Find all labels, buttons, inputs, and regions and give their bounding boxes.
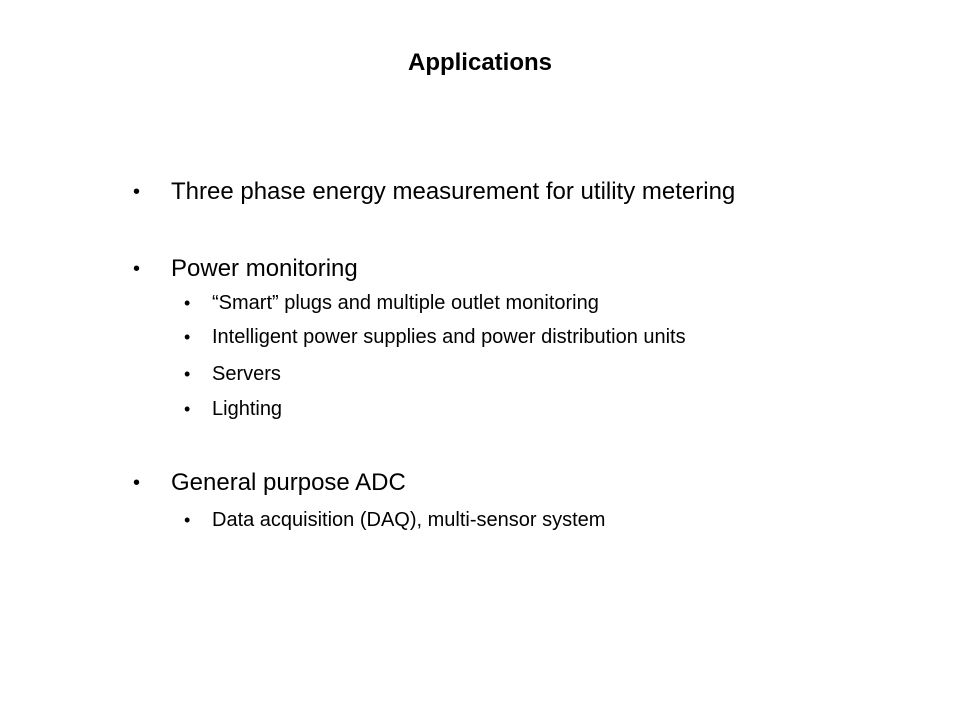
sub-bullet-text: “Smart” plugs and multiple outlet monitoring — [212, 292, 599, 314]
slide-title: Applications — [407, 49, 552, 76]
bullet-text: General purpose ADC — [171, 469, 406, 496]
bullet-icon: • — [184, 510, 191, 530]
bullet-icon: • — [184, 293, 191, 313]
bullet-icon: • — [184, 327, 191, 347]
bullet-icon: • — [133, 181, 141, 203]
sub-bullet-text: Data acquisition (DAQ), multi-sensor system — [212, 509, 606, 531]
bullet-icon: • — [184, 399, 191, 419]
sub-bullet-text: Servers — [212, 363, 281, 385]
bullet-text: Three phase energy measurement for utility metering — [171, 178, 736, 205]
bullet-icon: • — [133, 472, 141, 494]
sub-bullet-text: Lighting — [212, 398, 283, 420]
bullet-text: Power monitoring — [171, 255, 358, 282]
bullet-icon: • — [133, 258, 141, 280]
bullet-icon: • — [184, 364, 191, 384]
sub-bullet-text: Intelligent power supplies and power distribution units — [212, 326, 686, 348]
